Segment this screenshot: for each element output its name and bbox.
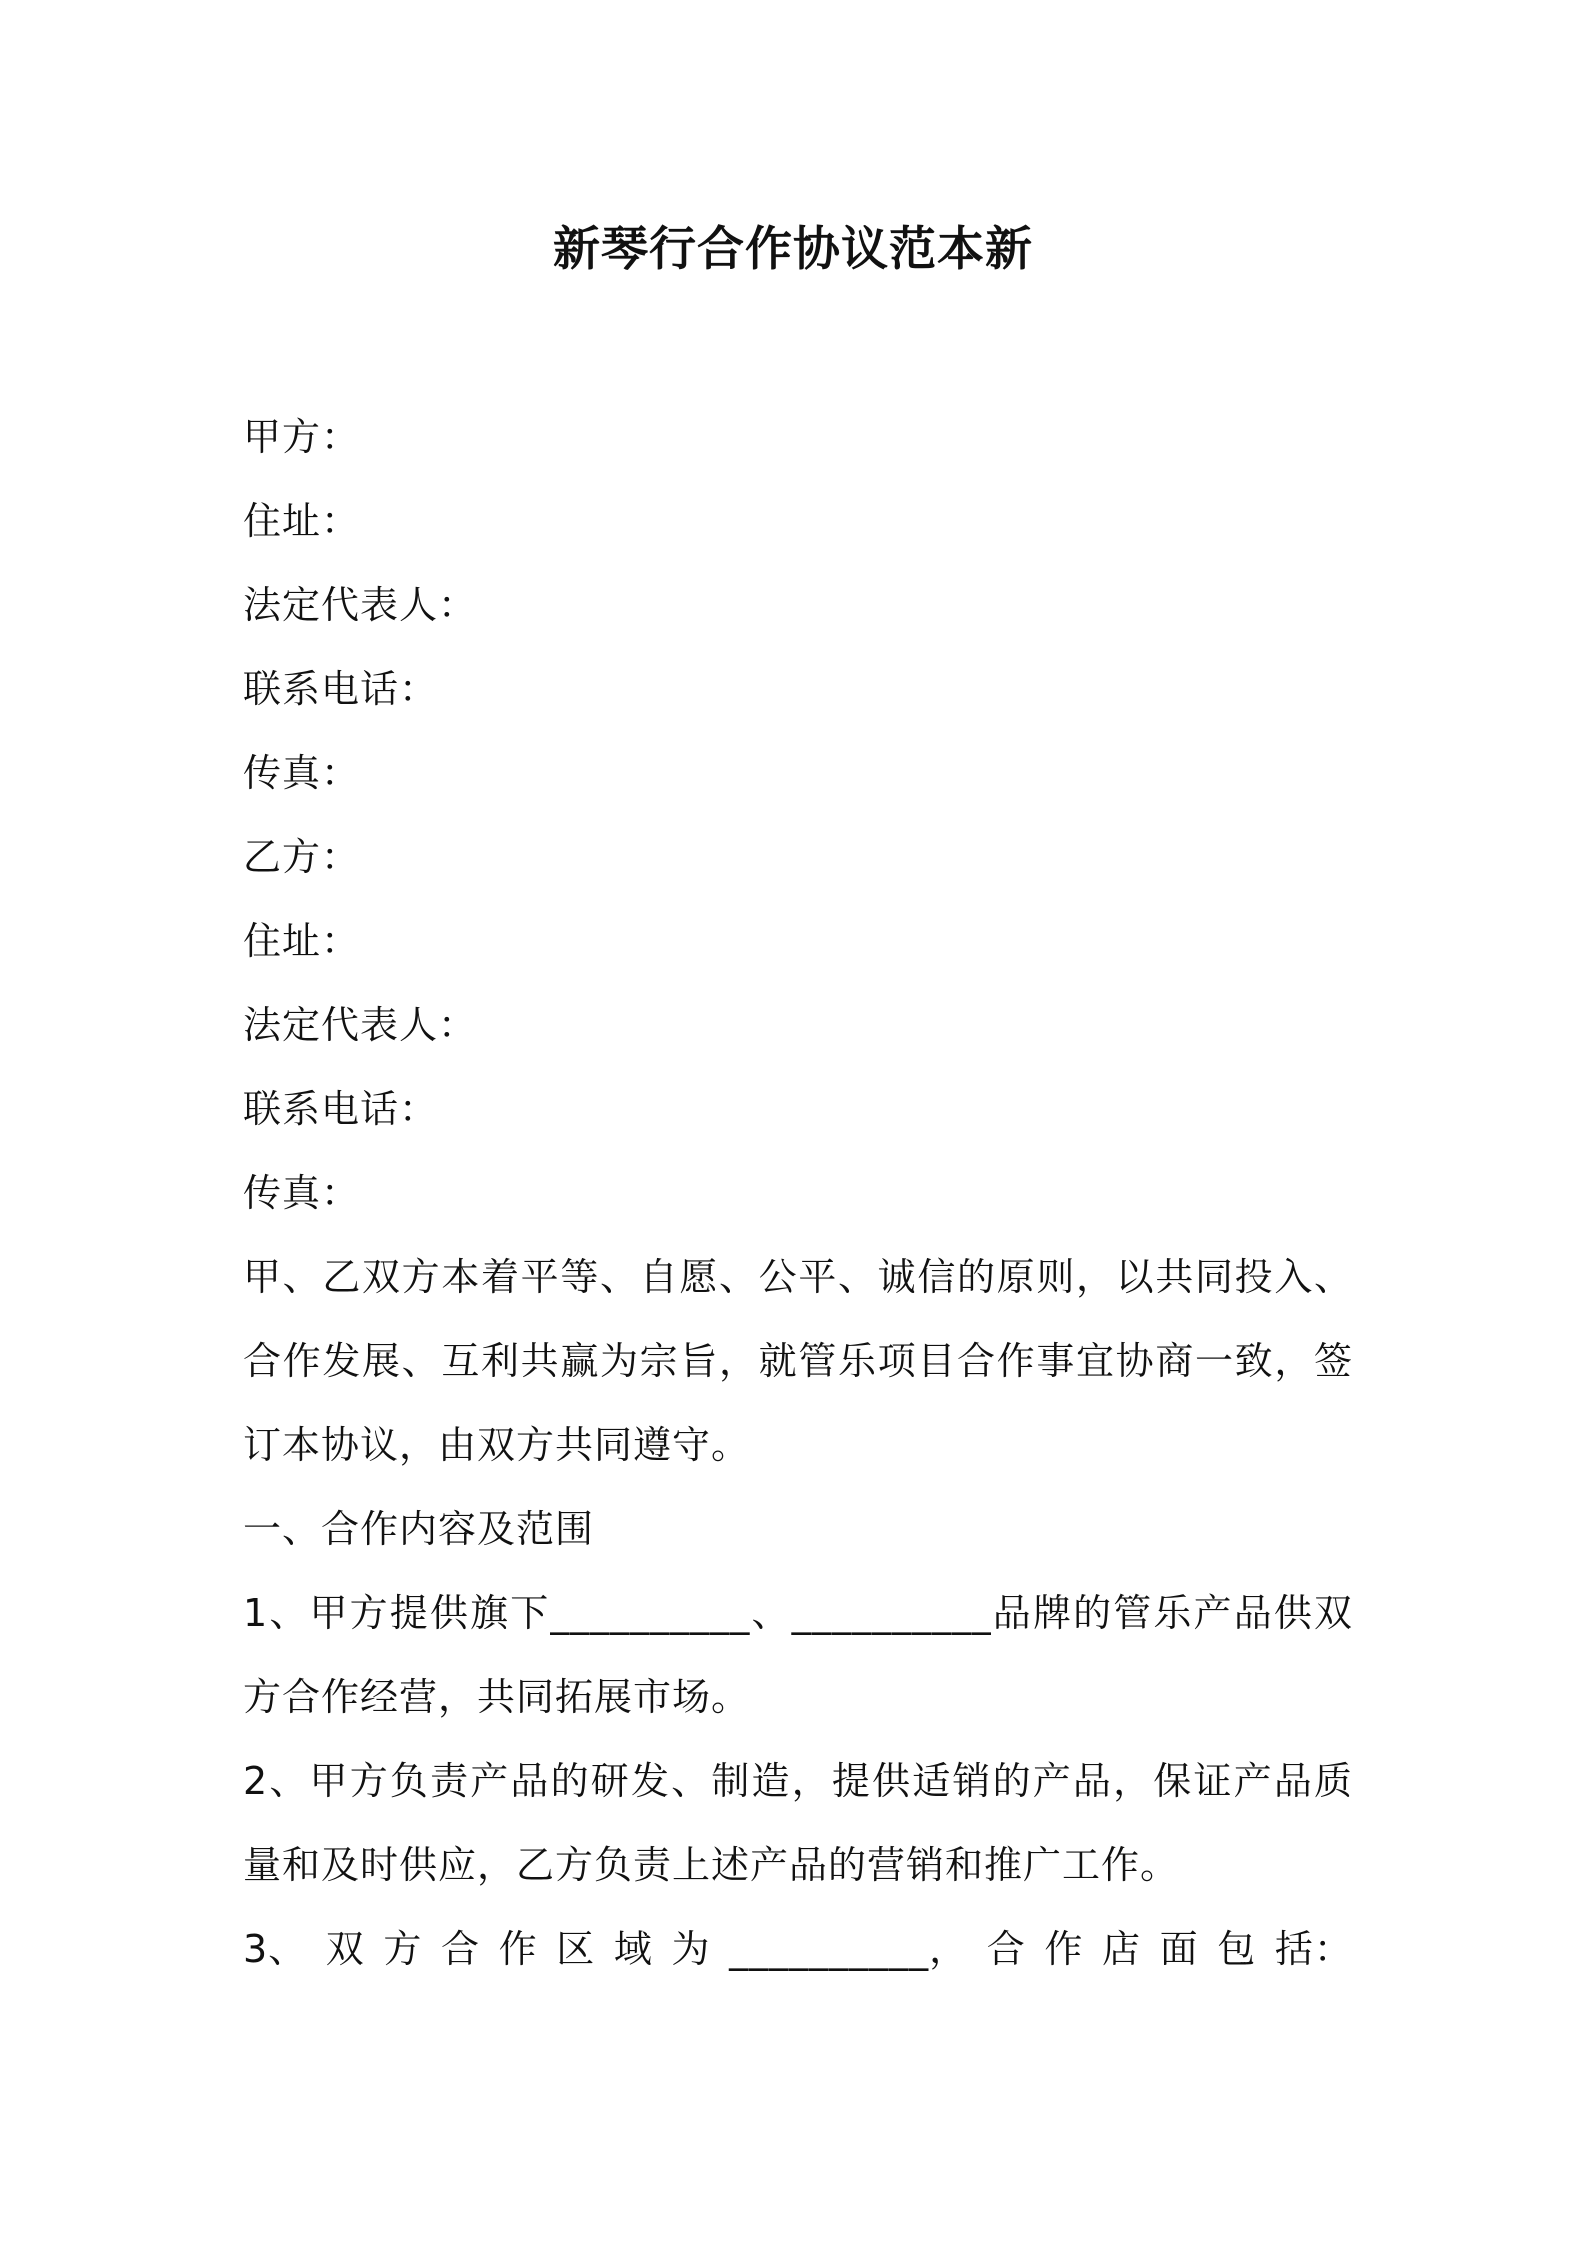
clause-3-part: __________， [729,1927,969,1971]
clause-3-part: 面 [1159,1927,1199,1971]
intro-paragraph: 甲、乙双方本着平等、自愿、公平、诚信的原则，以共同投入、合作发展、互利共赢为宗旨，就管乐项目合作事宜协商一致，签订本协议，由双方共同遵守。 [243,1255,1353,1467]
clause-3-part: 双 [325,1927,365,1971]
clause-3-part: 合 [441,1927,481,1971]
clause-3-part: 域 [613,1927,653,1971]
party-a-fax-label: 传真： [243,751,361,795]
section-1-heading: 一、合作内容及范围 [243,1507,595,1551]
party-b-rep-label: 法定代表人： [243,1003,478,1047]
party-b-address-label: 住址： [243,919,361,963]
party-a-address-label: 住址： [243,499,361,543]
party-info-block [243,395,1353,1991]
clause-1: 1、甲方提供旗下__________、__________品牌的管乐产品供双方合作经营，共同拓展市场。 [243,1591,1353,1719]
clause-3 [243,1907,1353,1991]
clause-2: 2、甲方负责产品的研发、制造，提供适销的产品，保证产品质量和及时供应，乙方负责上述产品的营销和推广工作。 [243,1759,1353,1887]
clause-3-part: 括： [1274,1927,1353,1971]
party-b-name-label: 乙方： [243,835,361,879]
clause-3-part: 方 [383,1927,423,1971]
party-a-phone-label: 联系电话： [243,667,439,711]
document-title: 新琴行合作协议范本新 [553,222,1033,277]
party-a-rep-label: 法定代表人： [243,583,478,627]
clause-3-part: 作 [498,1927,538,1971]
clause-3-part: 3、 [243,1927,308,1971]
party-a-name-label: 甲方： [243,415,361,459]
party-b-fax-label: 传真： [243,1171,361,1215]
party-b-phone-label: 联系电话： [243,1087,439,1131]
clause-3-part: 店 [1102,1927,1142,1971]
clause-3-part: 作 [1044,1927,1084,1971]
clause-3-part: 为 [671,1927,711,1971]
clause-3-part: 合 [986,1927,1026,1971]
clause-3-part: 区 [556,1927,596,1971]
clause-3-part: 包 [1217,1927,1257,1971]
